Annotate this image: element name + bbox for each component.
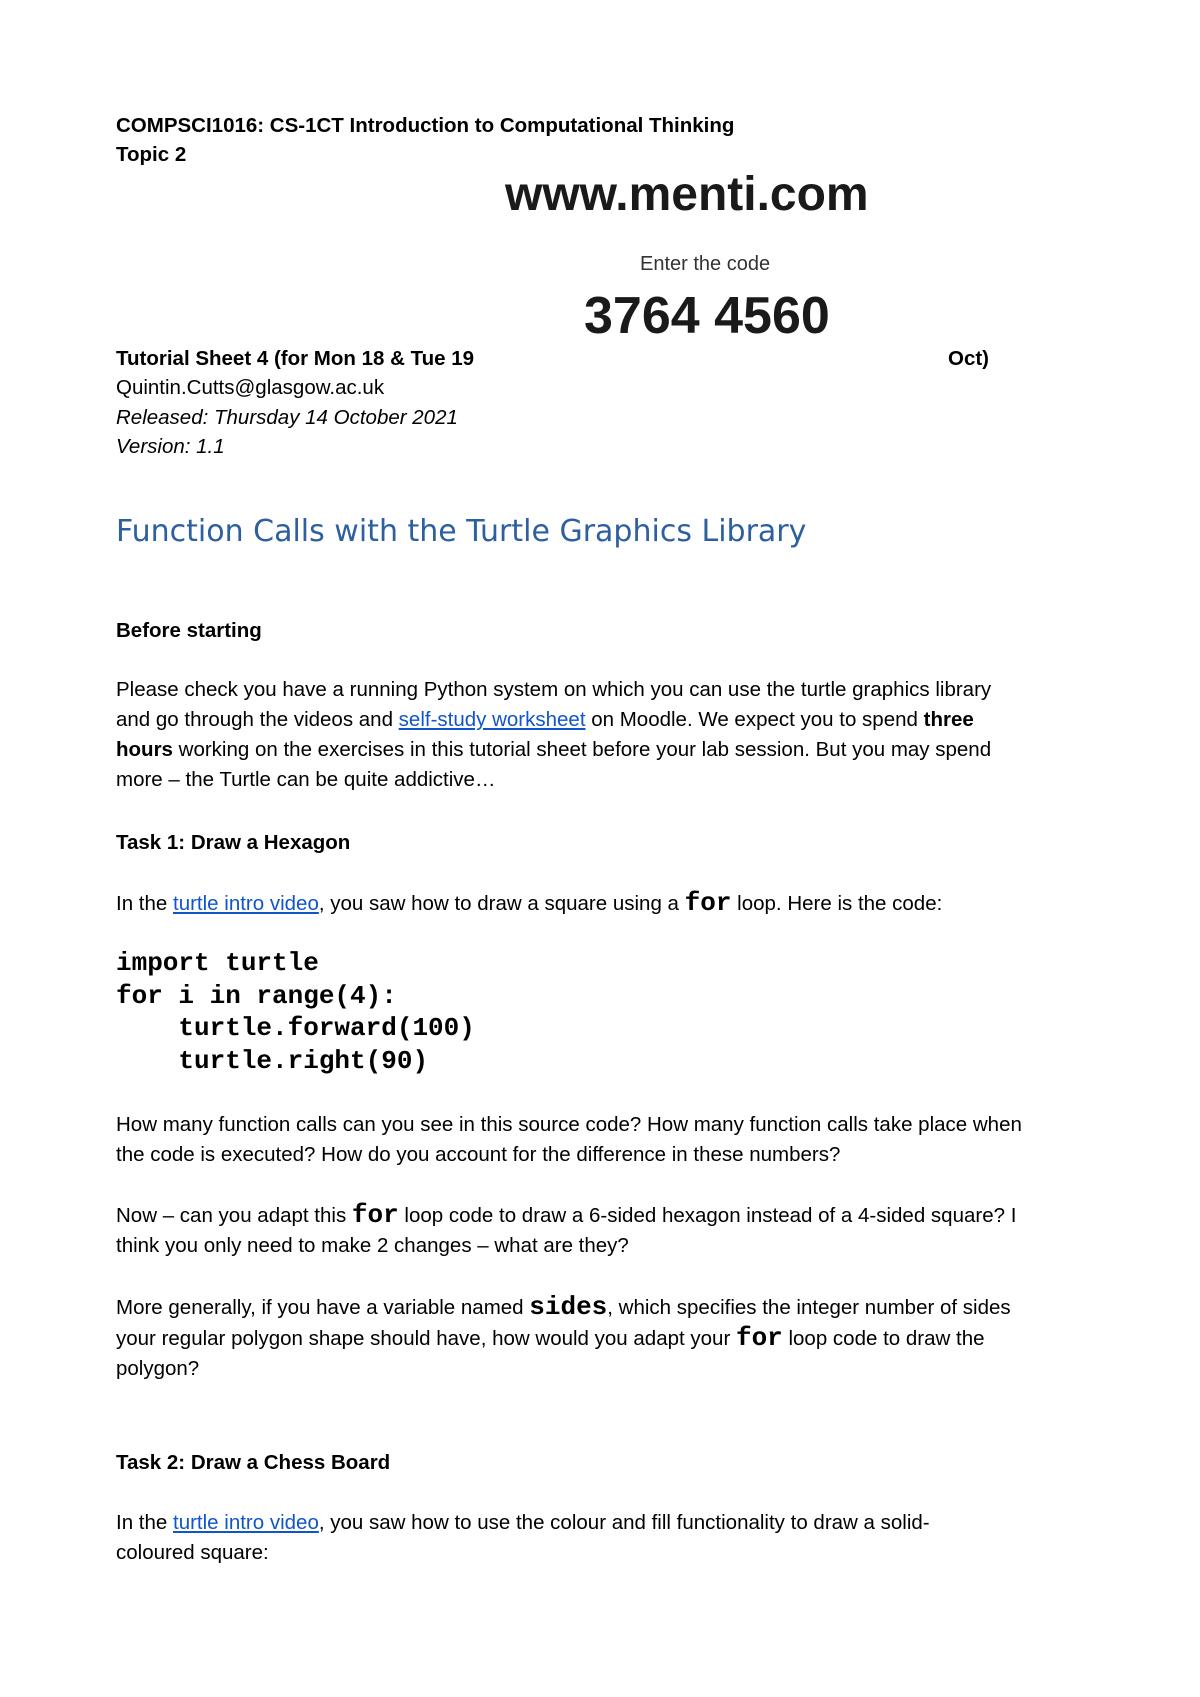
text-run: and go through the videos and	[116, 708, 399, 731]
text-line	[116, 1200, 1016, 1231]
before-line-3	[116, 735, 991, 765]
text-line	[116, 1323, 1011, 1354]
text-run-bold: three	[923, 708, 974, 731]
inline-code: for	[735, 1323, 783, 1353]
menti-code: 3764 4560	[584, 287, 830, 345]
code-line: turtle.forward(100)	[116, 1013, 475, 1043]
task1-intro	[116, 888, 942, 919]
task1-heading: Task 1: Draw a Hexagon	[116, 831, 351, 854]
text-line	[116, 1508, 930, 1538]
code-block	[116, 947, 475, 1077]
text-line: How many function calls can you see in this source code? How many function calls take place when	[116, 1113, 1022, 1136]
document-title: Function Calls with the Turtle Graphics Library	[116, 514, 807, 549]
text-run: working on the exercises in this tutorial sheet before your lab session. But you may spend	[172, 738, 992, 761]
text-run: Now – can you adapt this	[116, 1204, 352, 1227]
menti-prompt: Enter the code	[640, 253, 771, 275]
task1-question-2	[116, 1200, 1016, 1261]
course-title: COMPSCI1016: CS-1CT Introduction to Computational Thinking	[116, 114, 735, 137]
code-line: for i in range(4):	[116, 980, 397, 1011]
before-line-4: more – the Turtle can be quite addictive…	[116, 768, 496, 791]
before-paragraph	[116, 675, 991, 795]
text-line: the code is executed? How do you account for the difference in these numbers?	[116, 1143, 841, 1166]
text-run: In the	[116, 1511, 173, 1534]
text-run-bold: hours	[116, 738, 173, 761]
text-line: coloured square:	[116, 1541, 269, 1564]
topic-label: Topic 2	[116, 143, 187, 166]
tutorial-sheet-month: Oct)	[948, 347, 989, 370]
text-run: your regular polygon shape should have, how would you adapt your	[116, 1327, 736, 1350]
code-line: import turtle	[116, 948, 319, 978]
task1-question-3	[116, 1292, 1011, 1384]
text-run: loop code to draw a 6-sided hexagon instead of a 4-sided square? I	[398, 1204, 1017, 1227]
code-line: turtle.right(90)	[116, 1045, 429, 1076]
text-run: on Moodle. We expect you to spend	[585, 708, 924, 731]
before-line-1: Please check you have a running Python system on which you can use the turtle graphics library	[116, 678, 992, 701]
text-line: think you only need to make 2 changes – what are they?	[116, 1234, 629, 1257]
before-starting-heading: Before starting	[116, 619, 262, 642]
tutorial-sheet-label: Tutorial Sheet 4 (for Mon 18 & Tue 19	[116, 347, 475, 370]
task2-heading: Task 2: Draw a Chess Board	[116, 1451, 391, 1474]
text-run: More generally, if you have a variable named	[116, 1296, 530, 1319]
text-run: loop. Here is the code:	[731, 892, 943, 915]
text-run: loop code to draw the	[782, 1327, 985, 1350]
self-study-worksheet-link[interactable]: self-study worksheet	[398, 708, 586, 731]
text-run: , which specifies the integer number of sides	[607, 1296, 1011, 1319]
before-line-2	[116, 705, 991, 735]
menti-url: www.menti.com	[505, 168, 869, 221]
text-line: polygon?	[116, 1357, 200, 1380]
text-run: , you saw how to use the colour and fill functionality to draw a solid-	[318, 1511, 930, 1534]
text-line	[116, 1292, 1011, 1323]
turtle-intro-video-link[interactable]: turtle intro video	[173, 892, 319, 915]
text-run: , you saw how to draw a square using a	[318, 892, 685, 915]
version-label: Version: 1.1	[116, 435, 225, 458]
turtle-intro-video-link-2[interactable]: turtle intro video	[173, 1511, 319, 1534]
task1-question-1	[116, 1110, 1022, 1170]
inline-code: sides	[529, 1292, 608, 1322]
text-run: In the	[116, 892, 173, 915]
task2-intro	[116, 1508, 930, 1568]
inline-code: for	[351, 1200, 399, 1230]
release-date: Released: Thursday 14 October 2021	[116, 406, 458, 429]
author-email: Quintin.Cutts@glasgow.ac.uk	[116, 376, 385, 399]
inline-code: for	[684, 888, 732, 918]
